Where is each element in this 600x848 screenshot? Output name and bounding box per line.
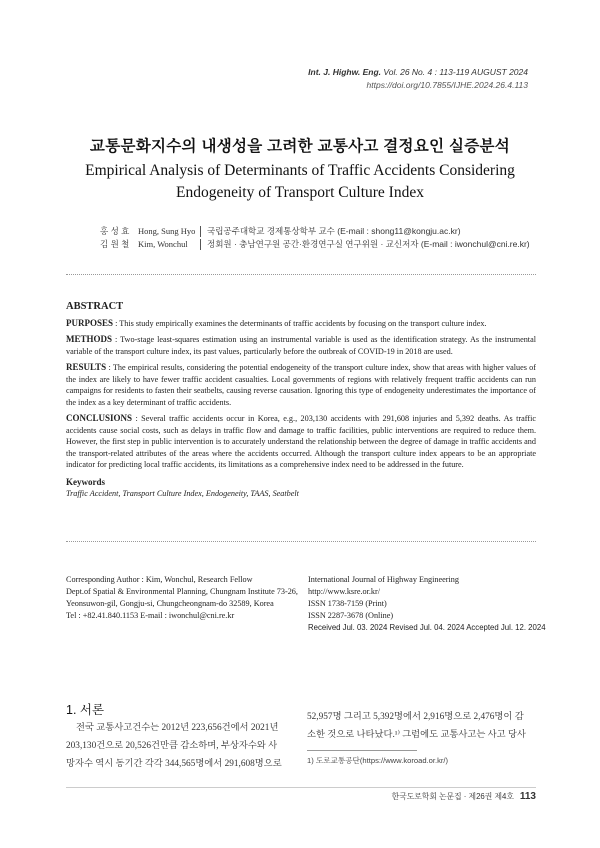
abstract-section	[66, 301, 536, 500]
conclusions-label: CONCLUSIONS	[66, 413, 133, 423]
purposes-text: : This study empirically examines the determinants of traffic accidents by focusing on the transport culture index.	[113, 318, 487, 328]
section-heading: 1. 서론	[66, 703, 105, 717]
author-divider	[200, 226, 201, 237]
abstract-results	[66, 362, 536, 408]
author-block	[100, 225, 530, 251]
footer-journal: 한국도로학회 논문집 · 제26권 제4호	[391, 792, 514, 801]
methods-label: METHODS	[66, 334, 113, 344]
page-footer	[392, 791, 536, 802]
issn-online: ISSN 2287-3678 (Online)	[308, 611, 394, 620]
journal-info-block	[308, 574, 546, 634]
journal-name: Int. J. Highw. Eng.	[308, 67, 382, 77]
body-column-left	[66, 719, 298, 773]
corresponding-line: Dept.of Spatial & Environmental Planning, Chungnam Institute 73-26,	[66, 587, 298, 596]
author-name-english: Hong, Sung Hyo	[138, 226, 196, 236]
keywords-label: Keywords	[66, 476, 105, 487]
author-affiliation: 정회원 · 충남연구원 공간·환경연구실 연구위원 · 교신저자 (E-mail : iwonchul@cni.re.kr)	[207, 239, 530, 249]
footnote-rule	[307, 750, 417, 751]
page-number: 113	[519, 791, 536, 802]
footnote: 1) 도로교통공단(https://www.koroad.or.kr/)	[307, 756, 449, 765]
abstract-conclusions	[66, 413, 536, 471]
abstract-purposes	[66, 318, 536, 330]
body-line: 52,957명 그리고 5,392명에서 2,916명으로 2,476명이 감	[307, 712, 524, 722]
divider-bottom	[66, 541, 536, 542]
abstract-heading: ABSTRACT	[66, 301, 124, 312]
journal-url[interactable]: http://www.ksre.or.kr/	[308, 587, 381, 596]
body-column-right	[307, 708, 539, 744]
english-title	[0, 160, 600, 204]
methods-text: : Two-stage least-squares estimation using an instrumental variable is used as the identification strategy. As the instrumental variable of the transport culture index, its past values, particularly before the outbreak of COVID-19 in 2018 are used.	[66, 335, 536, 356]
corresponding-line: Yeonsuwon-gil, Gongju-si, Chungcheongnam-do 32589, Korea	[66, 599, 274, 608]
journal-full-name: International Journal of Highway Engineering	[308, 575, 459, 584]
results-text: : The empirical results, considering the potential endogeneity of the transport culture index, show that areas with higher values of the index are likely to have fewer traffic accident casualties. Local governments of regions with relatively frequent traffic accidents can run campaigns for residents to fasten their seatbelts, causing reverse causation. Ignoring this type of endogeneity underestimates the importance of the index as a key determinant of traffic accidents.	[66, 363, 536, 407]
author-divider	[200, 239, 201, 250]
english-title-line1: Empirical Analysis of Determinants of Traffic Accidents Considering	[85, 162, 515, 179]
korean-title: 교통문화지수의 내생성을 고려한 교통사고 결정요인 실증분석	[89, 138, 511, 155]
journal-citation	[308, 66, 528, 79]
author-name-english: Kim, Wonchul	[138, 239, 188, 249]
body-line: 망자수 역시 동기간 각각 344,565명에서 291,608명으로	[66, 759, 282, 769]
results-label: RESULTS	[66, 362, 107, 372]
abstract-methods	[66, 334, 536, 357]
journal-header	[308, 66, 528, 92]
conclusions-text: : Several traffic accidents occur in Korea, e.g., 203,130 accidents with 291,608 injuries and 5,392 deaths. As traffic accidents cause social costs, such as delays in traffic flow and damage to traffic facilities, public interventions are required to reduce them. However, the first step in public intervention is to accurately understand the relationship between the degree of damage in traffic accidents and the transport-related attributes of the areas where the accidents occurred. Although the transport culture index appears to be an appropriate indicator for predicting local traffic accidents, its limitations as a comprehensive index need to be addressed in the future.	[66, 414, 536, 469]
doi-link[interactable]: https://doi.org/10.7855/IJHE.2024.26.4.113	[366, 80, 528, 90]
corresponding-line: Tel : +82.41.840.1153 E-mail : iwonchul@cni.re.kr	[66, 611, 235, 620]
submission-dates: Received Jul. 03. 2024 Revised Jul. 04. 2024 Accepted Jul. 12. 2024	[308, 623, 546, 632]
divider-top	[66, 274, 536, 275]
corresponding-author-block	[66, 574, 298, 622]
footer-rule	[66, 787, 536, 788]
body-line: 소한 것으로 나타났다.¹⁾ 그럼에도 교통사고는 사고 당사	[307, 730, 526, 740]
body-line: 전국 교통사고건수는 2012년 223,656건에서 2021년	[76, 723, 279, 733]
body-line: 203,130건으로 20,526건만큼 감소하며, 부상자수와 사	[66, 741, 278, 751]
author-row	[100, 225, 530, 238]
corresponding-line: Corresponding Author : Kim, Wonchul, Research Fellow	[66, 575, 253, 584]
volume-info: Vol. 26 No. 4 : 113-119 AUGUST 2024	[383, 67, 528, 77]
author-row	[100, 238, 530, 251]
author-name-korean: 홍 성 효	[100, 226, 130, 236]
author-name-korean: 김 원 철	[100, 239, 130, 249]
purposes-label: PURPOSES	[66, 317, 114, 328]
issn-print: ISSN 1738-7159 (Print)	[308, 599, 387, 608]
english-title-line2: Endogeneity of Transport Culture Index	[176, 184, 424, 201]
author-affiliation: 국립공주대학교 경제통상학부 교수 (E-mail : shong11@kongju.ac.kr)	[207, 226, 461, 236]
keywords-text: Traffic Accident, Transport Culture Index, Endogeneity, TAAS, Seatbelt	[66, 489, 299, 498]
